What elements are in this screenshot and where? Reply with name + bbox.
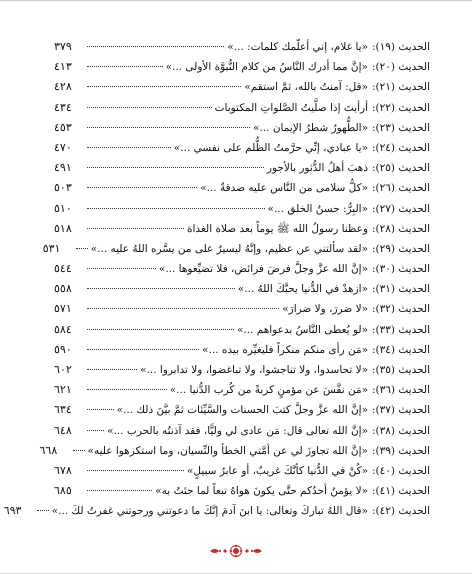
dot-leader	[37, 510, 49, 511]
hadith-number: الحديث (٣٩):	[372, 444, 430, 457]
hadith-title: «البِرُّ: حسنُ الخلق ...»	[267, 202, 368, 215]
dot-leader	[87, 46, 224, 47]
hadith-number: الحديث (١٩):	[372, 41, 430, 53]
toc-row	[54, 158, 430, 178]
page-number: ٤١٣	[54, 60, 72, 74]
dot-leader	[87, 308, 279, 309]
page-number: ٦٧٨	[54, 463, 72, 477]
hadith-title: «كلُّ سلامى من النَّاس عليه صدقةٌ ...»	[200, 182, 368, 195]
dot-leader	[87, 228, 184, 229]
hadith-title: «لو يُعطى النَّاسُ بدعواهم ...»	[236, 323, 368, 336]
page-number: ٤٧٠	[54, 140, 72, 154]
hadith-number: الحديث (٢٣):	[372, 121, 430, 134]
hadith-number: الحديث (٣٤):	[372, 343, 430, 356]
toc-row	[54, 77, 430, 97]
hadith-number: الحديث (٣٧):	[372, 404, 430, 417]
hadith-number: الحديث (٢٩):	[372, 242, 430, 255]
hadith-title: «لا يؤمنُ أحدُكم حتَّى يكونَ هواهُ تبعاً لما جئتُ به»	[155, 485, 368, 498]
dot-leader	[87, 127, 250, 128]
dot-leader	[87, 66, 163, 67]
hadith-title: «الطُّهورُ شطرُ الإيمان ...»	[253, 121, 368, 134]
hadith-title: «يا عبادي، إنِّي حرَّمتُ الظُّلم على نفسي ...»	[173, 141, 368, 154]
dot-leader	[87, 167, 264, 168]
hadith-number: الحديث (٤٠):	[372, 464, 430, 477]
toc-row	[54, 37, 430, 57]
toc-row	[54, 199, 430, 219]
hadith-title: «إنَّ الله تعالى قال: مَن عادى لي وليًّا، فقد آذنتُه بالحرب ...»	[107, 424, 368, 437]
ornament-icon	[206, 543, 266, 559]
dot-leader	[76, 248, 88, 249]
hadith-title: «يا غلام، إني أعلّمك كلمات: ...»	[227, 41, 368, 53]
hadith-number: الحديث (٣٨):	[372, 424, 430, 437]
toc-row	[54, 461, 430, 481]
dot-leader	[73, 450, 85, 451]
hadith-number: الحديث (٢٨):	[372, 222, 430, 235]
hadith-title: وعظنا رسولُ الله ﷺ يوماً بعد صلاة الغداة	[187, 222, 368, 235]
hadith-number: الحديث (٣١):	[372, 283, 430, 296]
toc-row	[54, 320, 430, 340]
page-number: ٦٣٤	[54, 403, 72, 417]
dot-leader	[87, 329, 234, 330]
dot-leader	[87, 268, 156, 269]
dot-leader	[87, 470, 184, 471]
hadith-number: الحديث (٣٣):	[372, 323, 430, 336]
toc-row	[54, 340, 430, 360]
toc-row	[54, 279, 430, 299]
dot-leader	[87, 409, 114, 410]
hadith-number: الحديث (٢٧):	[372, 202, 430, 215]
toc-row	[3, 501, 430, 521]
toc-row	[54, 259, 430, 279]
page-number: ٥٥٨	[54, 282, 72, 296]
dot-leader	[87, 369, 137, 370]
hadith-title: «قال اللهُ تباركَ وتعالى: يا ابنَ آدمَ إنَّكَ ما دعوتني ورجوتني غفرتُ لكَ ...»	[51, 505, 368, 518]
page-number: ٤٣٤	[54, 100, 72, 114]
page-number: ٥٩٠	[54, 342, 72, 356]
table-of-contents	[3, 37, 430, 522]
hadith-title: «ازهدْ في الدُّنيا يحبَّكَ اللهُ ...»	[237, 283, 368, 296]
page-number: ٥٨٤	[54, 322, 72, 336]
toc-row	[42, 239, 430, 259]
hadith-title: «مَن رأى منكم منكراً فليغيِّره بيده ...»	[202, 343, 368, 356]
hadith-number: الحديث (٢٥):	[372, 162, 430, 175]
hadith-number: الحديث (٢٢):	[372, 101, 430, 114]
hadith-title: «كُنْ في الدُّنيا كأنَّكَ غريبٌ، أو عابرُ سبيلٍ»	[186, 464, 368, 477]
toc-row	[54, 421, 430, 441]
hadith-title: «لا ضررَ، ولا ضرارَ»	[282, 303, 368, 316]
hadith-number: الحديث (٣٥):	[372, 364, 430, 376]
toc-row	[54, 178, 430, 198]
page-number: ٦٦٨	[39, 443, 58, 457]
page-number: ٦٢١	[54, 383, 72, 397]
hadith-title: «إنَّ مما أدرك النَّاسُ من كلام النُّبوَّة الأولى ...»	[165, 61, 368, 74]
hadith-title: «مَن نفَّسَ عن مؤمنٍ كربةً من كُرب الدُّنيا ...»	[169, 384, 368, 397]
hadith-title: «قل: آمنتُ بالله، ثمَّ استقم»	[244, 81, 368, 94]
page-number: ٣٧٩	[54, 40, 72, 53]
toc-row	[54, 400, 430, 420]
dot-leader	[87, 208, 265, 209]
hadith-title: «لا تحاسدوا، ولا تناجشوا، ولا تباغضوا، ولا تدابروا ...»	[140, 364, 368, 376]
hadith-title: «إنَّ الله عزَّ وجلَّ كتبَ الحسنات والسَّيِّئات ثمَّ بيَّنَ ذلك ...»	[116, 404, 368, 417]
page-number: ٥٤٤	[54, 262, 72, 276]
toc-row	[54, 118, 430, 138]
toc-row	[54, 57, 430, 77]
page-number: ٦٠٢	[54, 363, 72, 376]
page-number: ٤٥٣	[54, 120, 72, 134]
hadith-number: الحديث (٣٠):	[372, 263, 430, 276]
hadith-number: الحديث (٣٢):	[372, 303, 430, 316]
hadith-number: الحديث (٣٦):	[372, 384, 430, 397]
hadith-number: الحديث (٤١):	[372, 485, 430, 498]
page-number: ٦٨٥	[54, 484, 72, 498]
dot-leader	[87, 389, 167, 390]
hadith-title: أرأيتَ إذا صلَّيتُ الصَّلواتِ المكتوبات	[214, 101, 368, 114]
toc-row	[54, 219, 430, 239]
toc-row	[54, 98, 430, 118]
hadith-number: الحديث (٢١):	[372, 81, 430, 94]
dot-leader	[87, 107, 212, 108]
hadith-number: الحديث (٢٦):	[372, 182, 430, 195]
page-number: ٥١٨	[54, 221, 72, 235]
dot-leader	[87, 187, 197, 188]
page-number: ٦٤٨	[54, 423, 72, 437]
toc-row	[54, 138, 430, 158]
dot-leader	[87, 349, 199, 350]
toc-row	[54, 380, 430, 400]
toc-row	[54, 481, 430, 501]
toc-row	[39, 441, 430, 461]
hadith-number: الحديث (٢٠):	[372, 61, 430, 74]
dot-leader	[87, 147, 171, 148]
page-number: ٥٣١	[42, 241, 61, 255]
toc-row	[54, 299, 430, 319]
hadith-number: الحديث (٤٢):	[372, 505, 430, 518]
toc-row	[54, 360, 430, 380]
page-number: ٦٩٣	[3, 504, 22, 518]
page-number: ٥٧١	[54, 302, 72, 316]
page-number: ٤٢٨	[54, 80, 72, 94]
page-number: ٤٩١	[54, 161, 72, 175]
page-number: ٥٠٣	[54, 181, 72, 195]
dot-leader	[87, 430, 104, 431]
dot-leader	[87, 288, 235, 289]
page-number: ٥١٠	[54, 201, 72, 215]
hadith-title: «إنَّ الله تجاوزَ لي عن أمَّتي الخطأ والنِّسيان، وما استكرهوا عليه»	[87, 444, 368, 457]
dot-leader	[87, 490, 152, 491]
dot-leader	[87, 86, 241, 87]
hadith-number: الحديث (٢٤):	[372, 141, 430, 154]
hadith-title: ذهبَ أهلُ الدُّثور بالأجور	[266, 162, 368, 175]
hadith-title: «إنَّ الله عزَّ وجلَّ فرضَ فرائض، فلا تضيِّعوها ...»	[158, 263, 368, 276]
hadith-title: «لقد سألتني عن عظيم، وإنَّهُ ليسيرٌ على من يسَّره اللهُ عليه ...»	[90, 242, 368, 255]
